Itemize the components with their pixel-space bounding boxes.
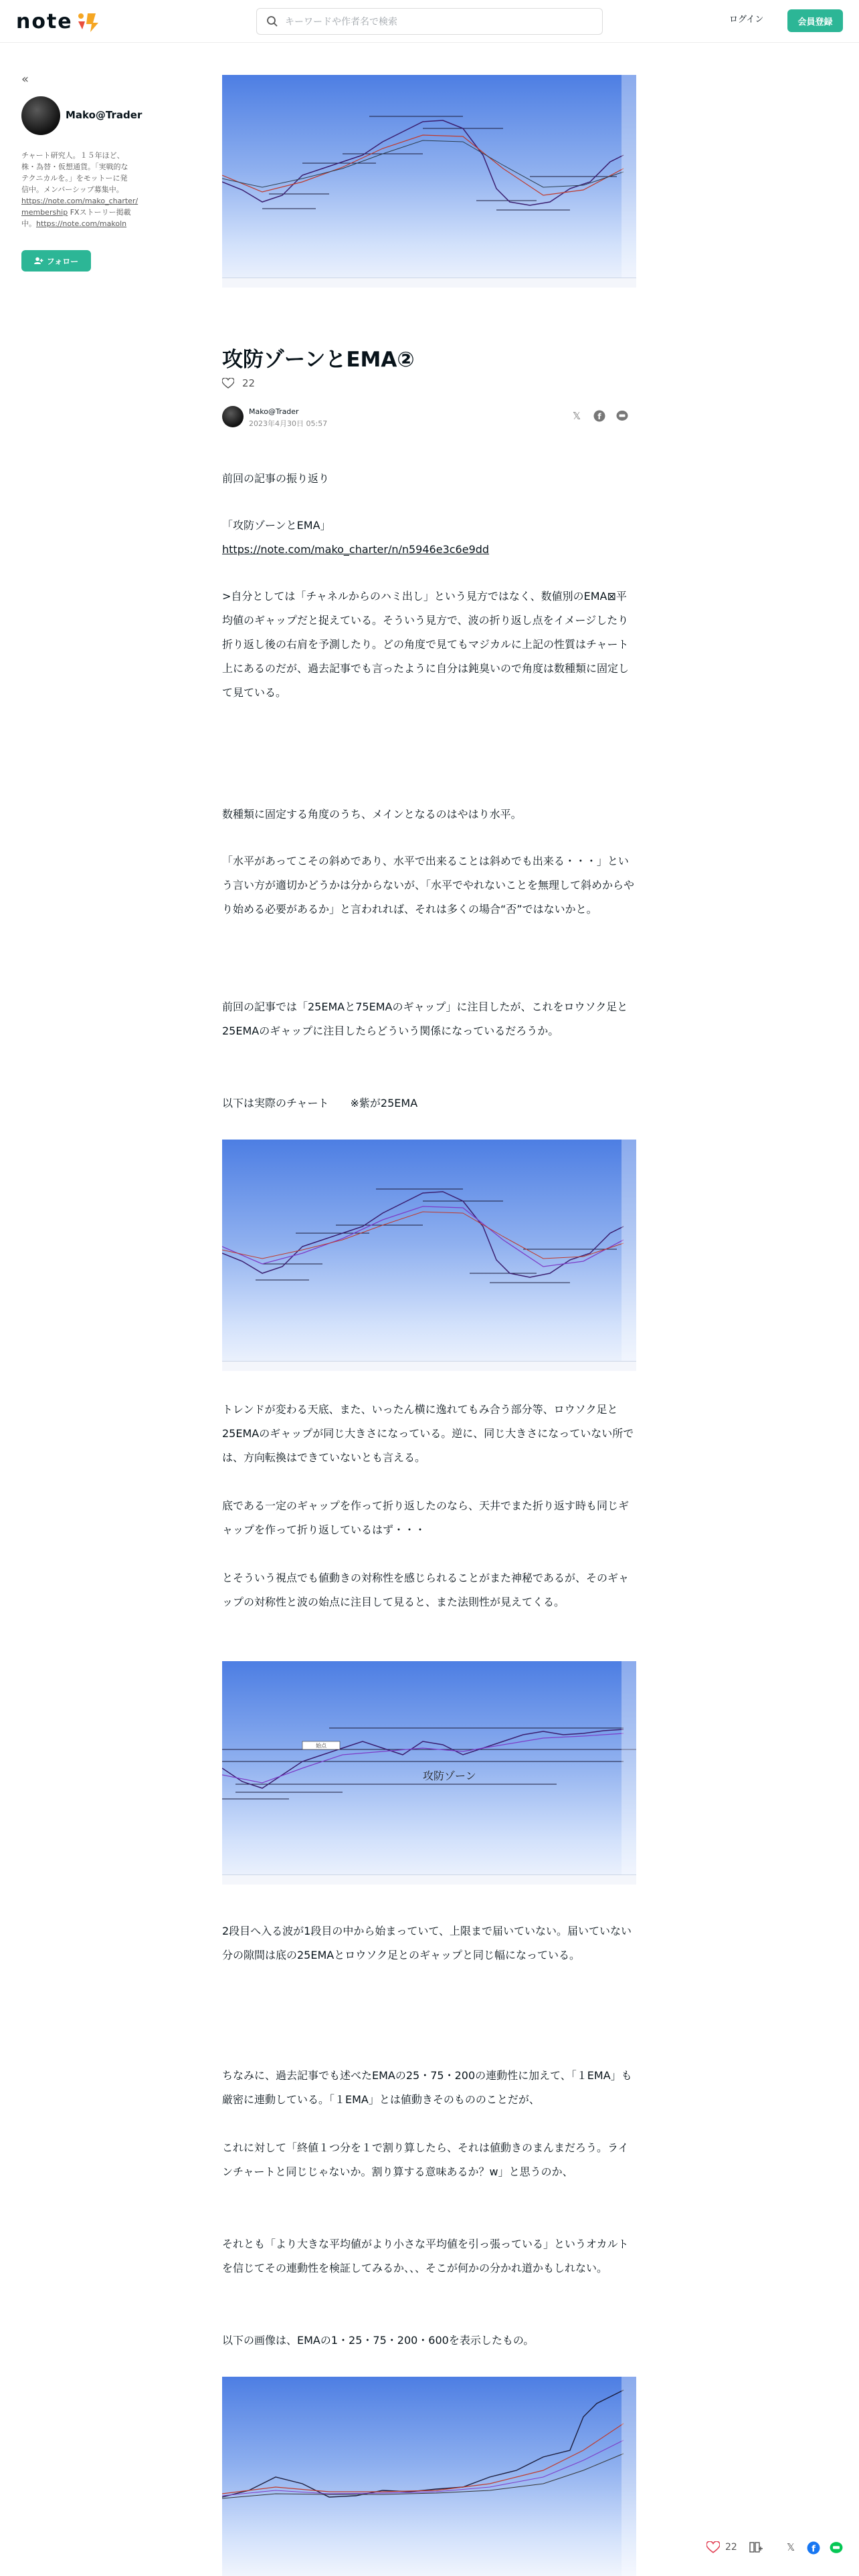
bio-line: チャート研究人。１５年ほど、 <box>21 151 124 160</box>
paragraph: 以下の画像は、EMAの1・25・75・200・600を表示したもの。 <box>222 2334 535 2347</box>
floating-x-share-icon[interactable]: 𝕏 <box>787 2541 795 2553</box>
bio-line: 株・為替・仮想通貨。「実戦的な <box>21 163 128 171</box>
follow-button[interactable] <box>21 250 91 272</box>
search-box[interactable] <box>256 8 603 35</box>
magazine-add-icon[interactable] <box>749 2541 763 2553</box>
author-bio <box>21 150 147 229</box>
byline-avatar[interactable] <box>222 406 244 427</box>
heart-icon[interactable] <box>706 2541 720 2553</box>
heart-icon[interactable] <box>222 378 234 389</box>
chart-image-zone <box>222 1661 636 1885</box>
paragraph: トレンドが変わる天底、また、いったん横に逸れてもみ合う部分等、ロウソク足と25EMAのギャップが同じ大きさになっている。逆に、同じ大きさになっていない所では、方向転換はできていないとも言える。 <box>222 1403 634 1464</box>
paragraph: 以下は実際のチャート ※紫が25EMA <box>222 1097 418 1109</box>
login-link[interactable]: ログイン <box>729 15 764 25</box>
chart-label-zone: 攻防ゾーン <box>423 1769 476 1782</box>
collapse-sidebar-icon[interactable]: « <box>21 72 29 86</box>
line-share-icon[interactable] <box>615 409 629 423</box>
paragraph: >自分としては「チャネルからのハミ出し」という見方ではなく、数値別のEMA⊠平均値のギャップだと捉えている。そういう見方で、波の折り返し点をイメージしたり折り返し後の右肩を予測したり。どの角度で見てもマジカルに上記の性質はチャート上にあるのだが、過去記事でも言ったように自分は鈍臭いので角度は数種類に固定して見ている。 <box>222 590 630 699</box>
floating-like[interactable] <box>706 2541 737 2553</box>
byline-date: 2023年4月30日 05:57 <box>249 419 328 428</box>
paragraph: 数種類に固定する角度のうち、メインとなるのはやはり水平。 <box>222 808 522 821</box>
floating-like-count: 22 <box>725 2542 737 2553</box>
author-avatar[interactable] <box>21 96 60 135</box>
bio-link-membership-2[interactable]: membership <box>21 208 68 217</box>
bio-line: 信中。メンバーシップ募集中。 <box>21 185 124 194</box>
signup-button[interactable]: 会員登録 <box>787 9 843 32</box>
paragraph: 「水平があってこその斜めであり、水平で出来ることは斜めでも出来る・・・」という言い方が適切かどうかは分からないが、「水平でやれないことを無理して斜めからやり始める必要があるか」と言われれば、それは多くの場合“否”ではないかと。 <box>222 855 635 916</box>
add-user-icon <box>34 257 43 265</box>
chart-image-25ema <box>222 1140 636 1371</box>
site-header <box>0 0 859 43</box>
paragraph: それとも「より大きな平均値がより小さな平均値を引っ張っている」というオカルトを信じてその連動性を検証してみるか、、、そこが何かの分かれ道かもしれない。 <box>222 2238 629 2274</box>
paragraph: これに対して「終値１つ分を１で割り算したら、それは値動きのまんまだろう。ラインチャートと同じじゃないか。割り算する意味あるか？w」と思うのか、 <box>222 2141 629 2178</box>
article-link[interactable]: https://note.com/mako_charter/n/n5946e3c6e9dd <box>222 543 490 556</box>
paragraph: 2段目へ入る波が1段目の中から始まっていて、上限まで届いていない。届いていない分の隙間は底の25EMAとロウソク足とのギャップと同じ幅になっている。 <box>222 1925 632 1961</box>
byline-author[interactable]: Mako@Trader <box>249 407 299 416</box>
bio-link-membership[interactable]: https://note.com/mako_charter/ <box>21 197 138 205</box>
paragraph: 前回の記事の振り返り <box>222 472 330 485</box>
facebook-share-icon[interactable] <box>593 409 606 423</box>
paragraph: 底である一定のギャップを作って折り返したのなら、天井でまた折り返す時も同じギャップを作って折り返しているはず・・・ <box>222 1499 630 1536</box>
search-input[interactable] <box>284 9 594 35</box>
floating-line-share-icon[interactable] <box>830 2541 843 2555</box>
bio-line: 中。 <box>21 219 36 228</box>
x-share-icon[interactable]: 𝕏 <box>572 410 581 422</box>
note-logo[interactable] <box>16 9 101 33</box>
paragraph: ちなみに、過去記事でも述べたEMAの25・75・200の連動性に加えて、「１EMA」も厳密に連動している。「１EMA」とは値動きそのもののことだが、 <box>222 2069 632 2106</box>
author-name[interactable]: Mako@Trader <box>66 109 142 121</box>
like-count: 22 <box>242 377 256 389</box>
chart-image-multi-ema <box>222 2377 636 2576</box>
bio-line: テクニカルを。」をモットーに発 <box>21 174 128 183</box>
bio-link-profile[interactable]: https://note.com/makoln <box>36 219 127 228</box>
like-section <box>222 377 255 389</box>
paragraph: 「攻防ゾーンとEMA」 <box>222 519 331 532</box>
paragraph: 前回の記事では「25EMAと75EMAのギャップ」に注目したが、これをロウソク足と25EMAのギャップに注目したらどういう関係になっているだろうか。 <box>222 1000 628 1037</box>
logo-text: note <box>16 9 73 33</box>
hero-chart-image <box>222 75 636 288</box>
svg-text:f: f <box>597 412 601 421</box>
follow-label: フォロー <box>46 256 79 266</box>
bio-line: FXストーリー掲載 <box>68 208 131 217</box>
chart-label-start: 始点 <box>316 1743 326 1749</box>
logo-mascot-icon <box>76 9 101 33</box>
paragraph: とそういう視点でも値動きの対称性を感じられることがまた神秘であるが、そのギャップの対称性と波の始点に注目して見ると、また法則性が見えてくる。 <box>222 1572 630 1608</box>
article-title: 攻防ゾーンとEMA② <box>222 348 415 372</box>
svg-text:f: f <box>812 2544 816 2555</box>
floating-facebook-share-icon[interactable] <box>807 2541 820 2555</box>
search-icon <box>266 15 278 27</box>
